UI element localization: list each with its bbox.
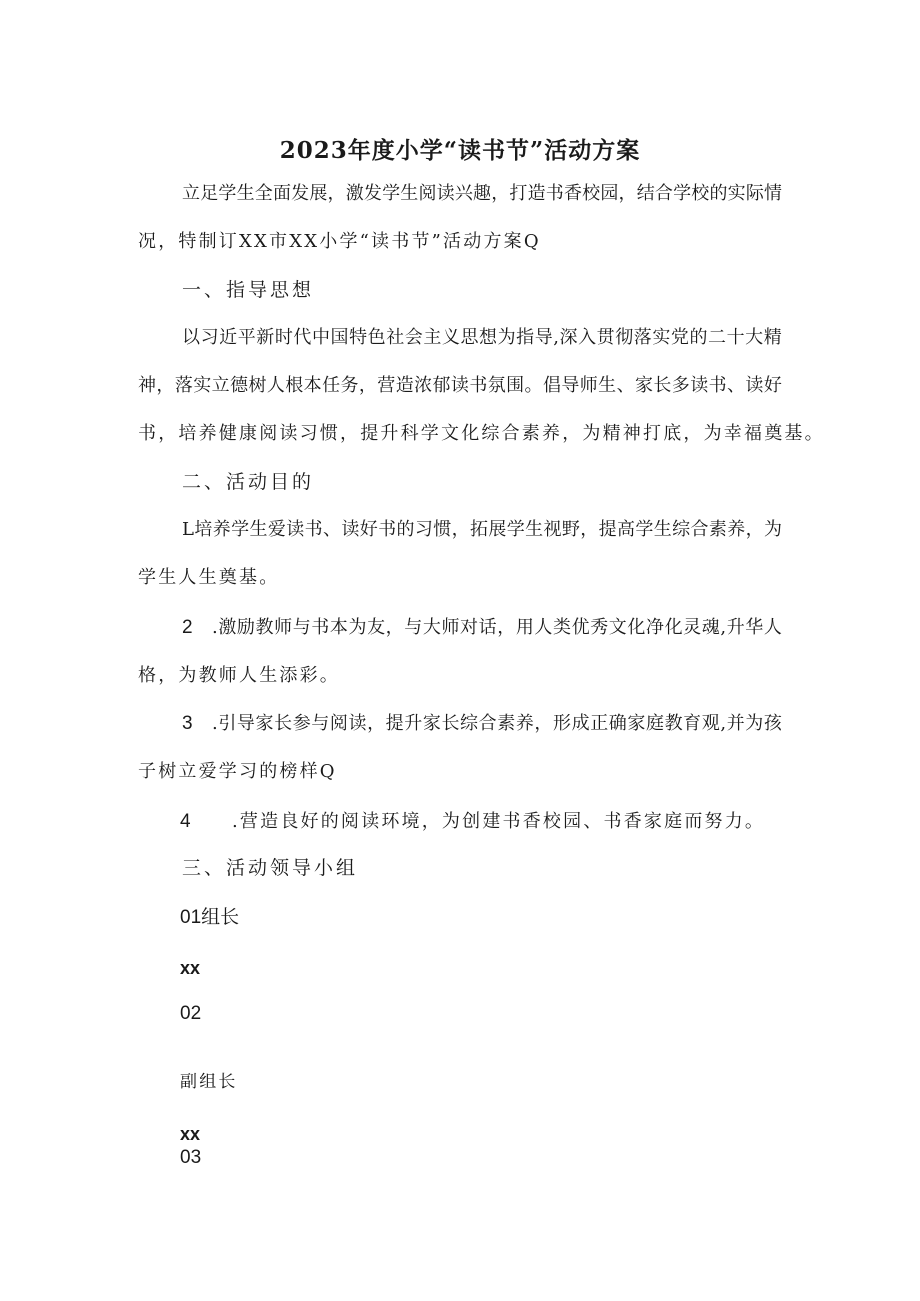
purpose-item-2-number: 2 bbox=[182, 617, 195, 638]
group-label-01: 01组长 bbox=[180, 907, 240, 928]
purpose-item-1-line-2: 学生人生奠基。 bbox=[138, 567, 280, 588]
purpose-item-3-line-2: 子树立爱学习的榜样Q bbox=[138, 761, 337, 782]
intro-line-2: 况，特制订XX市XX小学“读书节”活动方案Q bbox=[138, 231, 541, 252]
group-leader-name: xx bbox=[180, 958, 201, 978]
purpose-item-1-line-1: L 培 养 学 生 爱 读 书 、 读 好 书 的 习 惯 ， 拓 展 学 生 视 野 ， 提 高 学 生 综 合 素 养 ， 为 bbox=[182, 519, 782, 540]
purpose-item-3-line-1: . 引 导 家 长 参 与 阅 读 ， 提 升 家 长 综 合 素 养 ， 形 成 正 确 家 庭 教 育 观 , 并 为 孩 bbox=[212, 713, 782, 734]
group-label-vice-leader: 副组长 bbox=[180, 1072, 238, 1092]
section1-line-2: 神 ， 落 实 立 德 树 人 根 本 任 务 ， 营 造 浓 郁 读 书 氛 围 。 倡 导 师 生 、 家 长 多 读 书 、 读 好 bbox=[138, 375, 782, 396]
purpose-item-2-line-2: 格，为教师人生添彩。 bbox=[138, 665, 340, 686]
section-heading-leadership-group: 三、活动领导小组 bbox=[182, 857, 359, 879]
section-heading-activity-purpose: 二、活动目的 bbox=[182, 471, 315, 493]
group-label-03: 03 bbox=[180, 1147, 202, 1168]
section-heading-guiding-ideology: 一、指导思想 bbox=[182, 279, 315, 301]
purpose-item-4-line-1: .营造良好的阅读环境，为创建书香校园、书香家庭而努力。 bbox=[232, 811, 766, 832]
document-title: 2023年度小学“读书节”活动方案 bbox=[279, 137, 641, 164]
section1-line-1: 以 习 近 平 新 时 代 中 国 特 色 社 会 主 义 思 想 为 指 导 , 深 入 贯 彻 落 实 党 的 二 十 大 精 bbox=[182, 327, 782, 348]
section1-line-3: 书，培养健康阅读习惯，提升科学文化综合素养，为精神打底，为幸福奠基。 bbox=[138, 423, 825, 444]
purpose-item-2-line-1: . 激 励 教 师 与 书 本 为 友 ， 与 大 师 对 话 ， 用 人 类 优 秀 文 化 净 化 灵 魂 , 升 华 人 bbox=[212, 617, 782, 638]
intro-line-1: 立 足 学 生 全 面 发 展 ， 激 发 学 生 阅 读 兴 趣 ， 打 造 书 香 校 园 ， 结 合 学 校 的 实 际 情 bbox=[182, 183, 782, 204]
purpose-item-4-number: 4 bbox=[180, 811, 193, 832]
purpose-item-3-number: 3 bbox=[182, 713, 195, 734]
group-label-02: 02 bbox=[180, 1003, 202, 1024]
vice-leader-name: xx bbox=[180, 1124, 201, 1144]
